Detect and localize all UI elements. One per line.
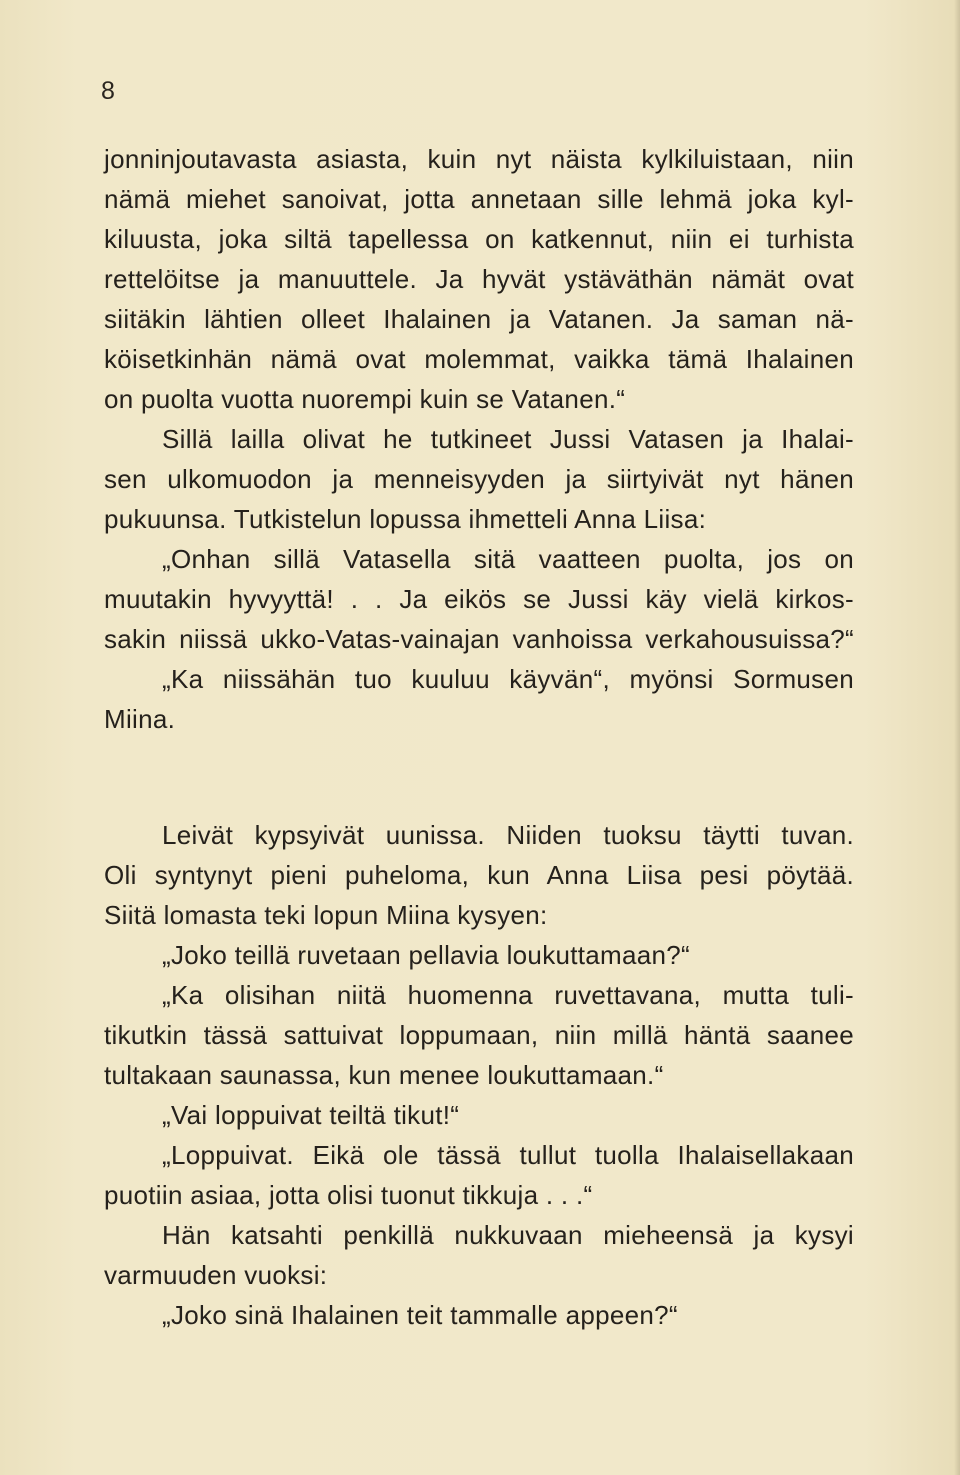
text-line: „Vai loppuivat teiltä tikut!“ <box>162 1100 460 1130</box>
text-line: Siitä lomasta teki lopun Miina kysyen: <box>104 900 548 930</box>
text-line: Sillä lailla olivat he tutkineet Jussi Vatasen ja Ihalai- <box>162 424 854 454</box>
text-line: Miina. <box>104 704 176 734</box>
text-line: „Loppuivat. Eikä ole tässä tullut tuolla Ihalaisellakaan <box>162 1140 854 1170</box>
text-block-lower <box>104 815 854 1335</box>
text-line: sen ulkomuodon ja menneisyyden ja siirtyivät nyt hänen <box>104 464 854 494</box>
page-number: 8 <box>101 77 115 105</box>
text-line: muutakin hyvyyttä! . . Ja eikös se Jussi käy vielä kirkos- <box>104 584 854 614</box>
text-line: „Ka niissähän tuo kuuluu käyvän“, myönsi Sormusen <box>162 664 854 694</box>
text-line: jonninjoutavasta asiasta, kuin nyt näista kylkiluistaan, niin <box>104 144 854 174</box>
text-line: pukuunsa. Tutkistelun lopussa ihmetteli Anna Liisa: <box>104 504 707 534</box>
text-block-upper <box>104 139 854 739</box>
text-line: siitäkin lähtien olleet Ihalainen ja Vatanen. Ja saman nä- <box>104 304 854 334</box>
text-line: „Ka olisihan niitä huomenna ruvettavana, mutta tuli- <box>162 980 854 1010</box>
text-line: „Joko teillä ruvetaan pellavia loukuttamaan?“ <box>162 940 691 970</box>
text-line: tikutkin tässä sattuivat loppumaan, niin millä häntä saanee <box>104 1020 854 1050</box>
page-edge-shadow <box>954 0 960 1475</box>
text-line: Oli syntynyt pieni puheloma, kun Anna Liisa pesi pöytää. <box>104 860 854 890</box>
text-line: köisetkinhän nämä ovat molemmat, vaikka tämä Ihalainen <box>104 344 854 374</box>
text-line: tultakaan saunassa, kun menee loukuttamaan.“ <box>104 1060 664 1090</box>
text-line: on puolta vuotta nuorempi kuin se Vatanen.“ <box>104 384 626 414</box>
text-line: nämä miehet sanoivat, jotta annetaan sille lehmä joka kyl- <box>104 184 854 214</box>
text-line: Hän katsahti penkillä nukkuvaan mieheensä ja kysyi <box>162 1220 854 1250</box>
text-line: „Joko sinä Ihalainen teit tammalle appeen?“ <box>162 1300 678 1330</box>
text-line: Leivät kypsyivät uunissa. Niiden tuoksu täytti tuvan. <box>162 820 854 850</box>
text-line: varmuuden vuoksi: <box>104 1260 328 1290</box>
text-line: sakin niissä ukko-Vatas-vainajan vanhoissa verkahousuissa?“ <box>104 624 854 654</box>
text-line: kiluusta, joka siltä tapellessa on katkennut, niin ei turhista <box>104 224 854 254</box>
text-line: „Onhan sillä Vatasella sitä vaatteen puolta, jos on <box>162 544 854 574</box>
text-line: puotiin asiaa, jotta olisi tuonut tikkuja . . .“ <box>104 1180 593 1210</box>
text-line: rettelöitse ja manuuttele. Ja hyvät ystäväthän nämät ovat <box>104 264 854 294</box>
